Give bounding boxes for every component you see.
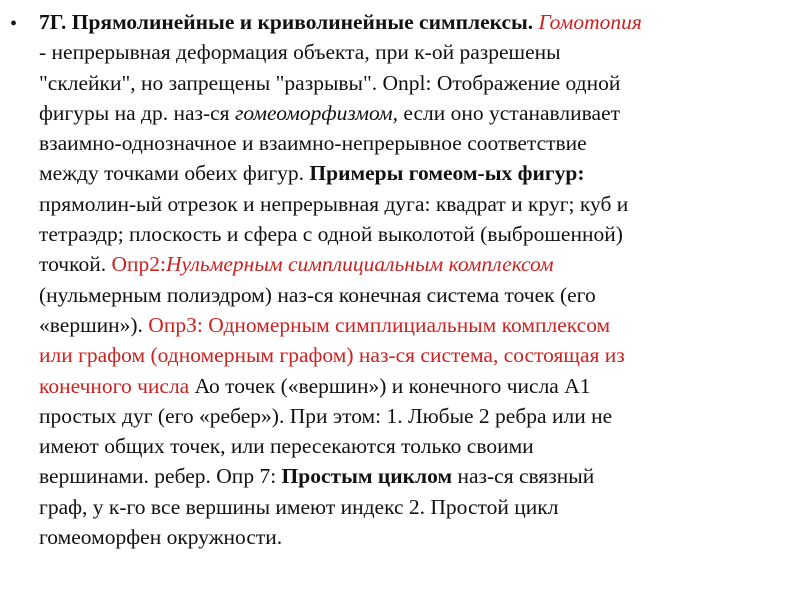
text-segment: Примеры гомеом-ых фигур: <box>309 161 585 186</box>
text-segment: "склейки", но запрещены "разрывы". Onpl: Отображение одной <box>39 70 621 95</box>
text-segment: Простым циклом <box>281 464 453 489</box>
text-segment: Гомотопия <box>538 10 642 34</box>
text-line <box>39 310 787 340</box>
text-line <box>39 522 787 552</box>
text-segment: или графом (одномерным графом) наз-ся система, состоящая из <box>39 343 625 368</box>
text-line <box>39 68 787 98</box>
text-segment: точкой. <box>39 252 112 277</box>
text-segment: граф, у к-го все вершины имеют индекс 2. Простой цикл <box>39 494 559 519</box>
text-segment: если оно устанавливает <box>398 100 621 125</box>
text-line <box>39 98 787 128</box>
text-line <box>39 492 787 522</box>
text-segment: «вершин»). <box>39 312 149 337</box>
text-segment: фигуры на др. наз-ся <box>39 100 235 125</box>
text-segment: взаимно-однозначное и взаимно-непрерывное соответствие <box>39 131 587 156</box>
text-segment: гомеоморфен окружности. <box>39 525 283 550</box>
text-segment: тетраэдр; плоскость и сфера с одной выколотой (выброшенной) <box>39 222 623 247</box>
text-segment: прямолин-ый отрезок и непрерывная дуга: квадрат и круг; куб и <box>39 191 629 216</box>
text-segment: (нульмерным полиэдром) наз-ся конечная система точек (его <box>39 282 596 307</box>
text-line <box>39 128 787 158</box>
text-segment: конечного числа <box>39 373 190 398</box>
text-line <box>39 280 787 310</box>
text-segment: простых дуг (его «ребер»). При этом: 1. Любые 2 ребра или не <box>39 403 613 428</box>
text-segment: Опр2: <box>111 252 166 277</box>
text-line <box>39 189 787 219</box>
text-segment: вершинами. ребер. Опр 7: <box>39 464 282 489</box>
text-line <box>39 431 787 461</box>
text-line <box>39 401 787 431</box>
text-segment: имеют общих точек, или пересекаются только своими <box>39 434 534 459</box>
bullet-point: • <box>10 13 18 35</box>
text-segment: ОпрЗ: Одномерным симплициальным комплексом <box>148 312 611 337</box>
text-line <box>39 461 787 491</box>
text-segment: - непрерывная деформация объекта, при к-ой разрешены <box>39 40 561 65</box>
text-segment: между точками обеих фигур. <box>39 161 310 186</box>
text-line <box>39 158 787 188</box>
text-line <box>39 37 787 67</box>
text-segment: Нульмерным симплициальным комплексом <box>166 252 554 277</box>
text-line <box>39 249 787 279</box>
text-segment: Ао точек («вершин») и конечного числа А1 <box>189 373 591 398</box>
text-segment: 7Г. Прямолинейные и криволинейные симплексы. <box>39 10 539 34</box>
text-line <box>39 7 787 37</box>
text-segment: наз-ся связный <box>452 464 595 489</box>
text-line <box>39 219 787 249</box>
text-line <box>39 340 787 370</box>
text-segment: гомеоморфизмом, <box>234 100 399 125</box>
paragraph-text <box>39 7 787 552</box>
text-line <box>39 371 787 401</box>
